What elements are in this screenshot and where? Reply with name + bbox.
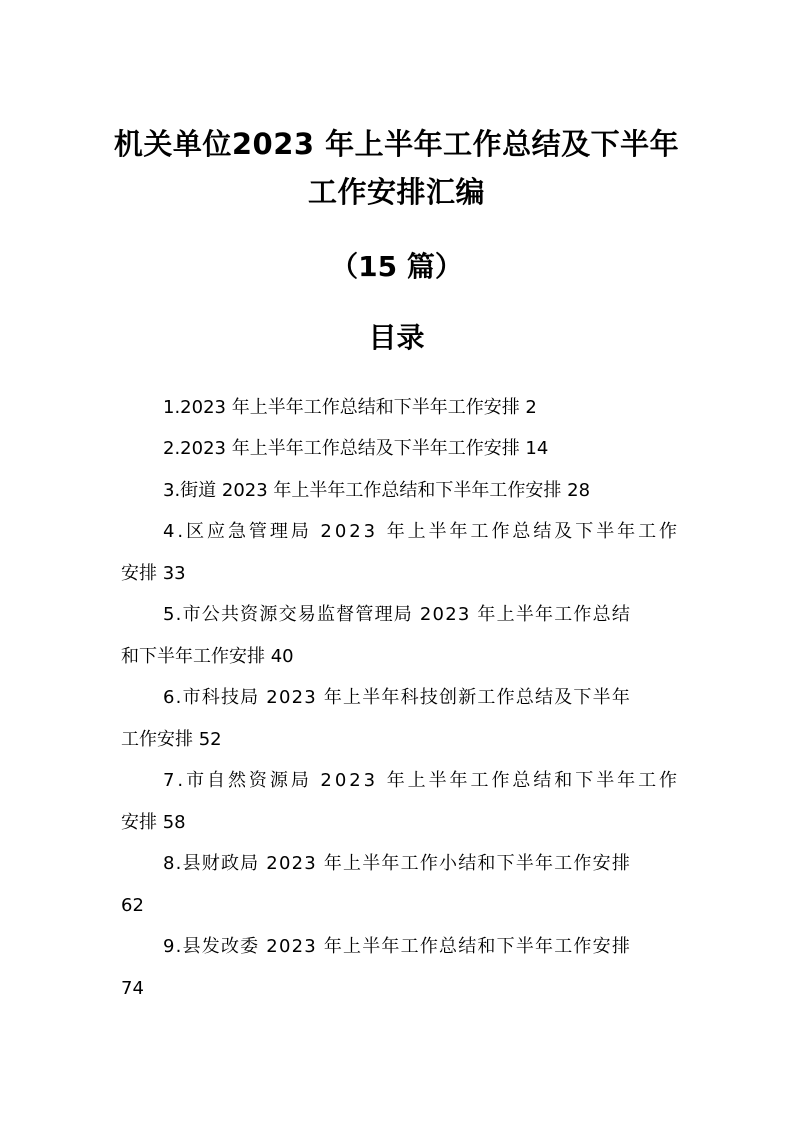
toc-entry-6[interactable]: 6.市科技局 2023 年上半年科技创新工作总结及下半年 — [163, 687, 632, 708]
toc-entry-2[interactable]: 2.2023 年上半年工作总结及下半年工作安排 14 — [163, 438, 549, 459]
article-count: （15 篇） — [330, 250, 463, 283]
toc-entry-4[interactable]: 4.区应急管理局 2023 年上半年工作总结及下半年工作 — [163, 521, 680, 542]
toc-entry-4-cont[interactable]: 安排 33 — [121, 563, 186, 584]
toc-entry-9[interactable]: 9.县发改委 2023 年上半年工作总结和下半年工作安排 — [163, 936, 632, 957]
toc-entry-6-cont[interactable]: 工作安排 52 — [121, 729, 222, 750]
toc-entry-9-cont[interactable]: 74 — [121, 978, 144, 999]
toc-entry-7-cont[interactable]: 安排 58 — [121, 812, 186, 833]
toc-entry-7[interactable]: 7.市自然资源局 2023 年上半年工作总结和下半年工作 — [163, 770, 680, 791]
toc-entry-5[interactable]: 5.市公共资源交易监督管理局 2023 年上半年工作总结 — [163, 604, 632, 625]
document-title-line1: 机关单位2023 年上半年工作总结及下半年 — [113, 127, 680, 161]
toc-entry-8[interactable]: 8.县财政局 2023 年上半年工作小结和下半年工作安排 — [163, 853, 632, 874]
document-title-line2: 工作安排汇编 — [307, 175, 485, 209]
toc-entry-3[interactable]: 3.街道 2023 年上半年工作总结和下半年工作安排 28 — [163, 480, 591, 501]
toc-entry-1[interactable]: 1.2023 年上半年工作总结和下半年工作安排 2 — [163, 397, 537, 418]
toc-heading: 目录 — [368, 321, 425, 354]
toc-entry-8-cont[interactable]: 62 — [121, 895, 144, 916]
toc-entry-5-cont[interactable]: 和下半年工作安排 40 — [121, 646, 294, 667]
